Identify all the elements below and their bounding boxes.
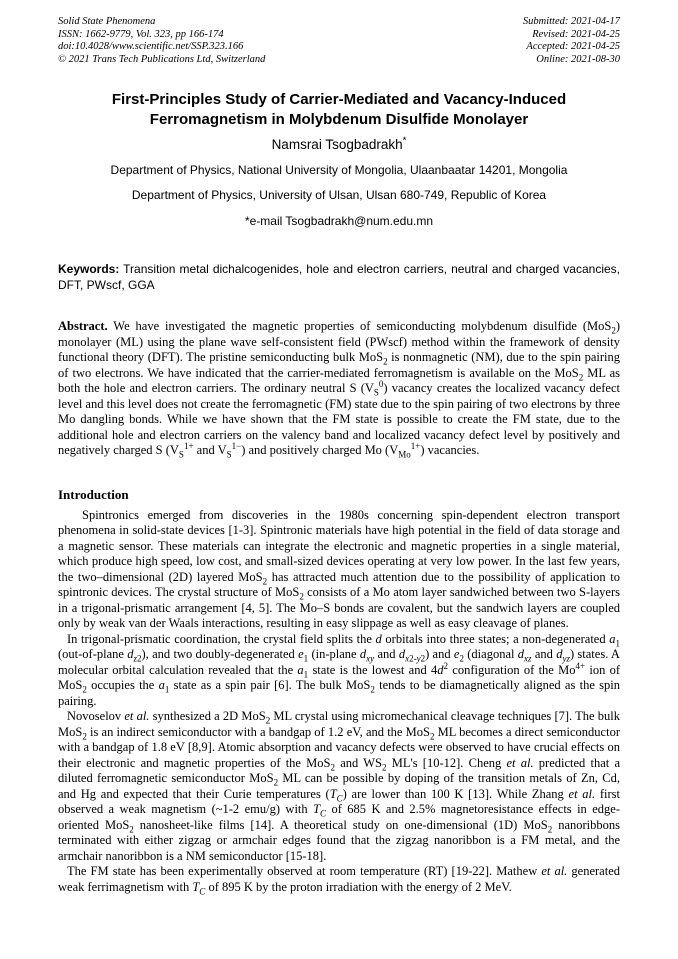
intro-paragraph-1: Spintronics emerged from discoveries in the 1980s concerning spin-dependent electron transport phenomena in solid-state devices [1-3]. Spintronic materials have high potential in the field of data storage and a magnetic sensor. These materials can integrate the electronic and magnetic properties in a single material, which produce high speed, low cost, and small-sized devices operating at very low power. In the last few years, the two–dimensional (2D) layered MoS$_2$ has attracted much attention due to the possibility of application to spintronic devices. The crystal structure of MoS$_2$ consists of a Mo atom layer sandwiched between two S-layers in a trigonal-prismatic arrangement [4, 5]. The Mo–S bonds are covalent, but the sandwich layers are coupled only by weak van der Waals interactions, resulting in easy slippage as well as easy cleavage of planes. <box>58 507 620 631</box>
paper-title: First-Principles Study of Carrier-Mediated and Vacancy-Induced Ferromagnetism in Molybdenum Disulfide Monolayer <box>111 91 567 128</box>
journal-name: Solid State Phenomena <box>58 16 156 27</box>
intro-paragraph-2: In trigonal-prismatic coordination, the crystal field splits the d orbitals into three states; a non-degenerated $a_1$ (out-of-plane $d_{z2}$), and two doubly-degenerated $e_1$ (in-plane $d_{xy}$ and $d_{x2-y2}$) and $e_2$ (diagonal $d_{xz}$ and $d_{yz}$) states. A molecular orbital calculation revealed that the $a_1$ state is the lowest and $4d^2$ configuration of the $Mo^{4+}$ ion of MoS$_2$ occupies the $a_1$ state as a spin pair [6]. The bulk MoS$_2$ tends to be diamagnetically aligned as the spin pairing. <box>58 631 621 708</box>
revised-date: Revised: 2021-04-25 <box>532 28 620 40</box>
masthead-left <box>58 16 265 66</box>
intro-paragraph-4: The FM state has been experimentally observed at room temperature (RT) [19-22]. Mathew et al. generated weak ferrimagnetism with $T_C$ of 895 K by the proton irradiation with the energy of 2 MeV. <box>58 864 620 897</box>
abstract-paragraph: Abstract. We have investigated the magnetic properties of semiconducting molybdenum disulfide (MoS$_2$) monolayer (ML) using the plane wave self-consistent field (PWscf) method within the framework of density functional theory (DFT). The pristine semiconducting bulk MoS$_2$ is nonmagnetic (NM), due to the spin pairing of two electrons. We have indicated that the carrier-mediated ferromagnetism is available on the MoS$_2$ ML as both the hole and electron carriers. The ordinary neutral S $(V_S^0)$ vacancy creates the localized vacancy defect level and this level does not create the ferromagnetic (FM) state due to the spin pairing of two electrons by three Mo dangling bonds. While we have shown that the FM state is possible to create the FM state, due to the additional hole and electron carriers on the valency band and localized vacancy defect level by positively and negatively charged S ($V_S^{1+}$ and $V_S^{1-}$) and positively charged Mo $(V_{Mo}^{1+})$ vacancies. <box>58 319 621 460</box>
author-name: Namsrai Tsogbadrakh* <box>271 135 407 152</box>
submitted-date: Submitted: 2021-04-17 <box>522 16 620 27</box>
intro-paragraph-3: Novoselov et al. synthesized a 2D MoS$_2$ ML crystal using micromechanical cleavage techniques [7]. The bulk MoS$_2$ is an indirect semiconductor with a bandgap of 1.2 eV, and the MoS$_2$ ML becomes a direct semiconductor with a bandgap of 1.8 eV [8,9]. Atomic absorption and vacancy defects were observed to have crucial effects on their electronic and magnetic properties of the MoS$_2$ and $WS_2$ ML's [10-12]. Cheng et al. predicted that a diluted ferromagnetic semiconductor MoS$_2$ ML can be possible by doping of the transition metals of Zn, Cd, and Hg and expected that their Curie temperatures $(T_C)$ are lower than 100 K [13]. While Zhang et al. first observed a weak magnetism (~1-2 emu/g) with $T_C$ of 685 K and 2.5% magnetoresistance effects in edge-oriented MoS$_2$ nanosheet-like films [14]. A theoretical study on one-dimensional (1D) MoS$_2$ nanoribbons terminated with either zigzag or armchair edges found that the zigzag nanoribbon is a FM metal, and the armchair nanoribbon is a NM semiconductor [15-18]. <box>58 709 621 863</box>
keywords-line: Keywords: Transition metal dichalcogenides, hole and electron carriers, neutral and charged vacancies, DFT, PWscf, GGA <box>58 261 620 292</box>
affiliation-1: Department of Physics, National University of Mongolia, Ulaanbaatar 14201, Mongolia <box>110 162 568 177</box>
affiliation-2: Department of Physics, University of Ulsan, Ulsan 680-749, Republic of Korea <box>131 187 547 202</box>
journal-masthead <box>58 16 620 66</box>
author-email: *e-mail Tsogbadrakh@num.edu.mn <box>244 213 434 228</box>
accepted-date: Accepted: 2021-04-25 <box>526 41 620 53</box>
online-date: Online: 2021-08-30 <box>536 53 620 65</box>
masthead-right <box>523 16 620 66</box>
journal-doi: doi:10.4028/www.scientific.net/SSP.323.166 <box>58 41 244 53</box>
journal-issn-volume: ISSN: 1662-9779, Vol. 323, pp 166-174 <box>58 28 224 40</box>
journal-copyright: © 2021 Trans Tech Publications Ltd, Switzerland <box>58 53 266 65</box>
introduction-heading: Introduction <box>58 486 129 502</box>
